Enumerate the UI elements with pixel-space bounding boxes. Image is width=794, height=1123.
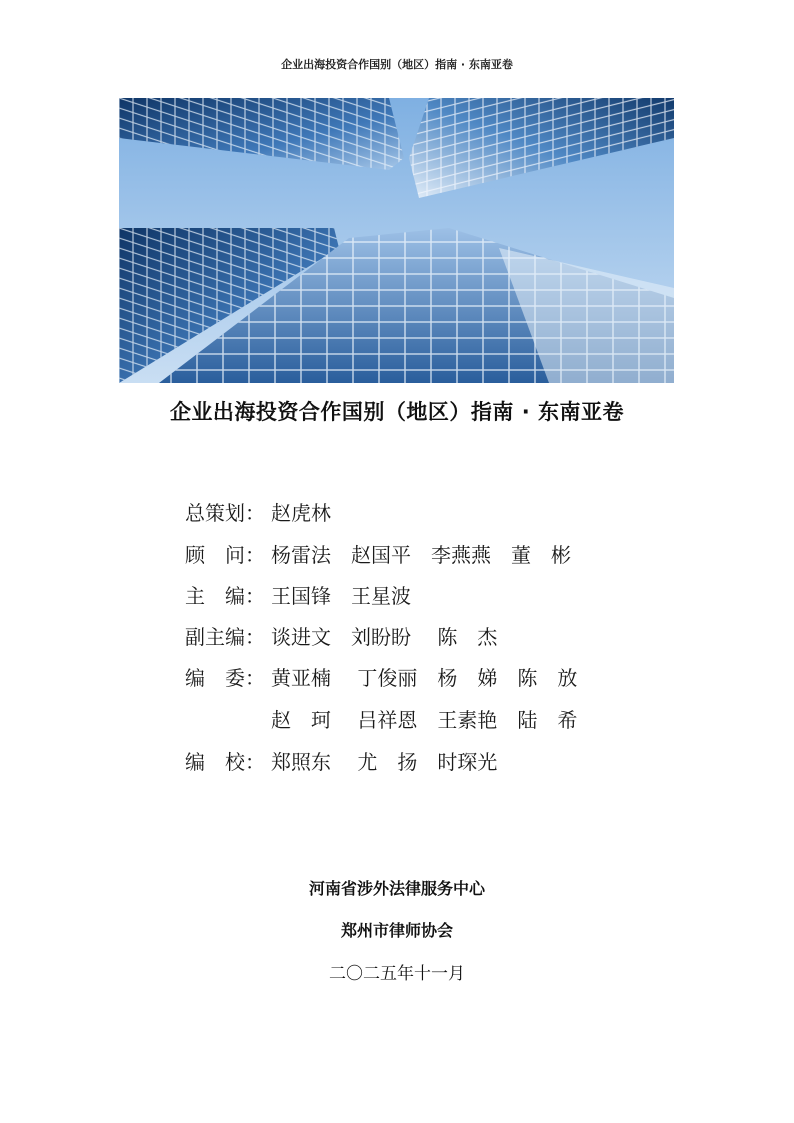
credit-names: 杨雷法 赵国平 李燕燕 董 彬 [271,543,571,567]
publisher-name: 河南省涉外法律服务中心 [308,879,485,898]
credit-label: 主 编： [185,584,265,608]
credit-row [185,622,497,652]
credit-label: 编 校： [185,750,265,774]
publisher-name: 郑州市律师协会 [340,921,453,940]
skyscraper-photo-icon [119,98,674,383]
credit-row [185,540,571,570]
running-header: 企业出海投资合作国别（地区）指南 · 东南亚卷 [281,58,513,71]
document-title: 企业出海投资合作国别（地区）指南 · 东南亚卷 [169,400,625,424]
credit-row [185,498,331,528]
credit-label: 副主编： [185,625,265,649]
credit-names: 黄亚楠 丁俊丽 杨 娣 陈 放 [271,666,578,690]
credit-label: 顾 问： [185,543,265,567]
credit-names: 赵 珂 吕祥恩 王素艳 陆 希 [271,708,578,732]
credit-label: 总策划： [185,501,265,525]
credit-label: 编 委： [185,666,265,690]
credit-row [185,747,497,777]
credit-names: 谈进文 刘盼盼 陈 杰 [271,625,498,649]
credit-row [185,705,577,735]
credit-row [185,663,577,693]
credit-names: 郑照东 尤 扬 时琛光 [271,750,498,774]
credit-row [185,581,411,611]
publication-date: 二〇二五年十一月 [329,964,465,984]
credit-names: 王国锋 王星波 [271,584,411,608]
credit-names: 赵虎林 [271,501,331,525]
